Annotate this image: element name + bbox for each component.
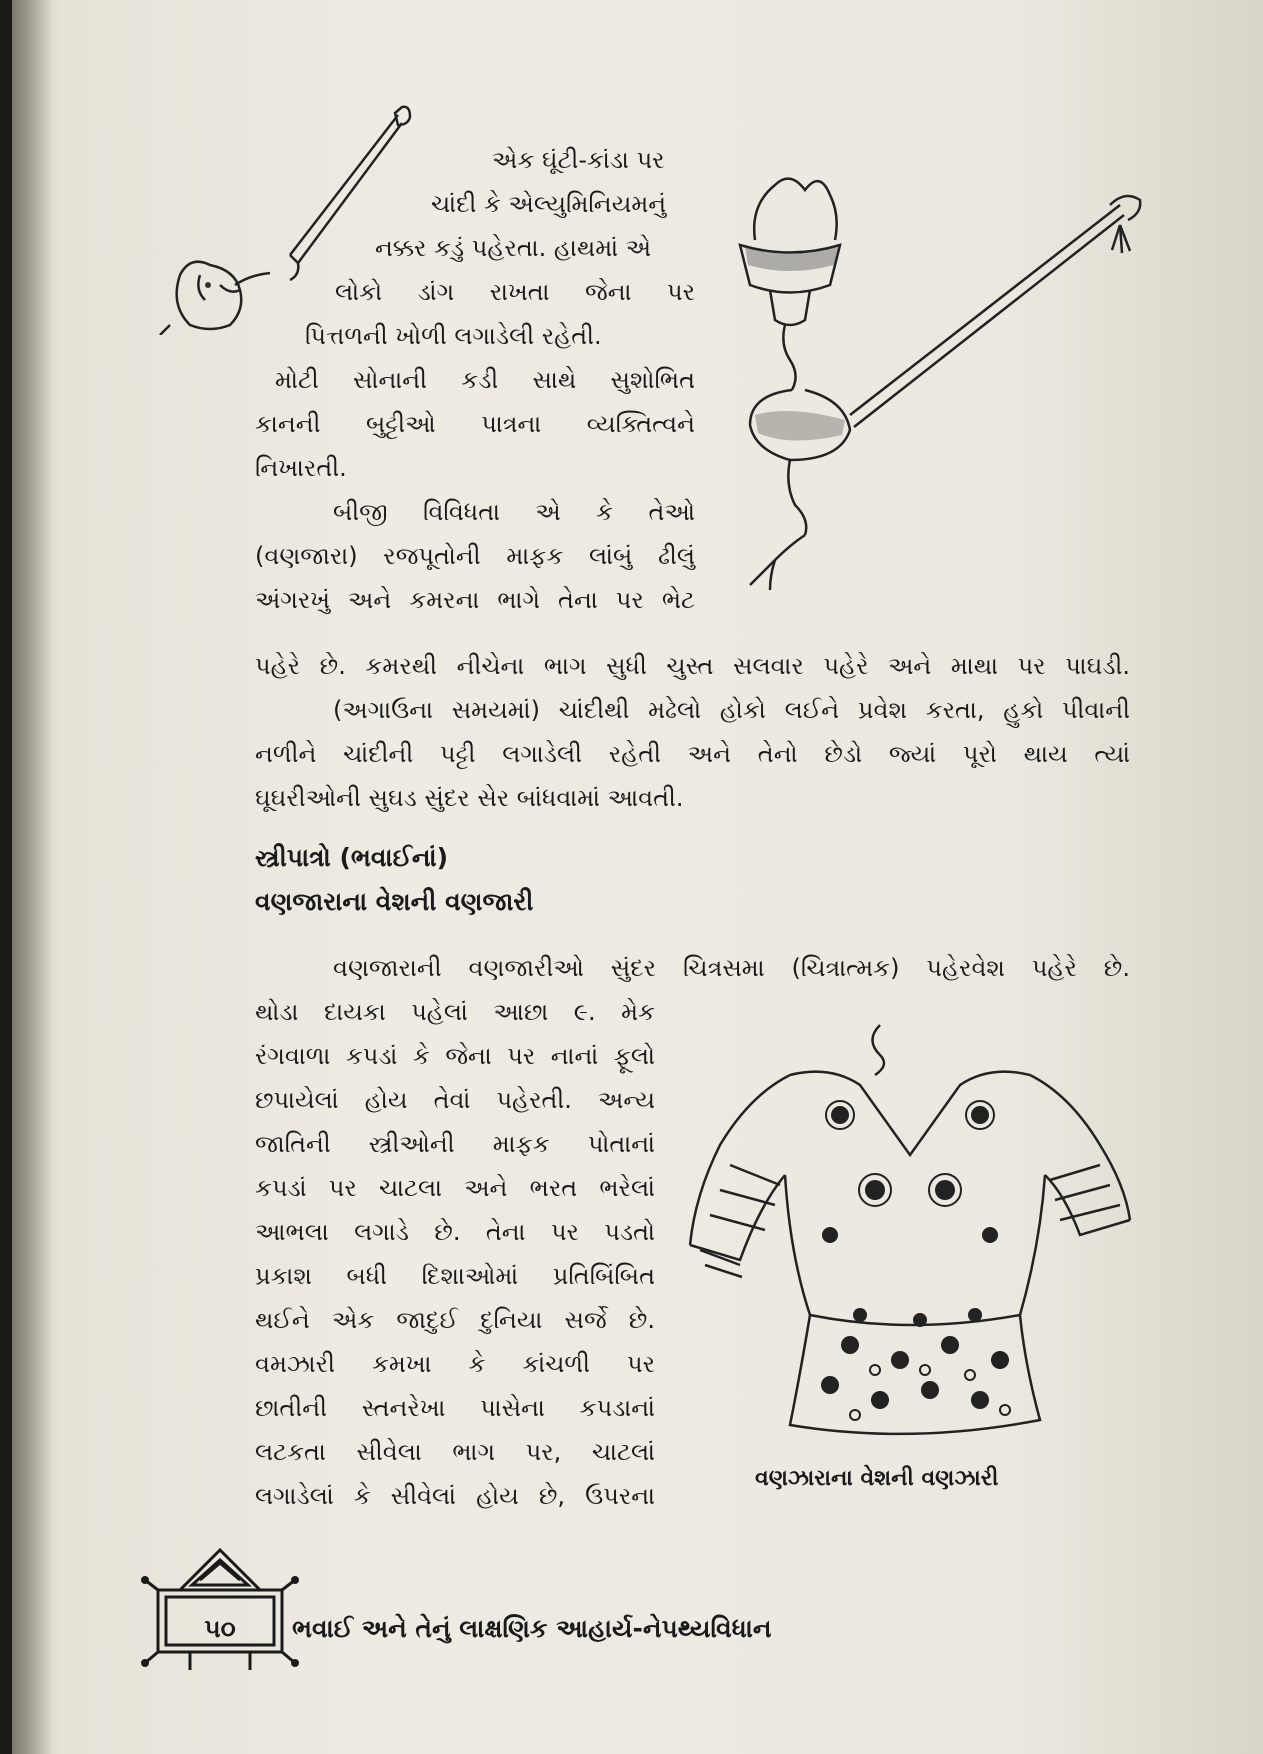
text-line: વમઝારી કમખા કે કાંચળી પર [255, 1350, 655, 1378]
text-line: લોકો ડાંગ રાખતા જેના પર [335, 278, 695, 306]
top-paragraph [255, 138, 695, 622]
text-line: વણજારાની વણજારીઓ સુંદર ચિત્રસમા (ચિત્રાત્મક) પહેરવેશ પહેરે છે. [333, 954, 1130, 982]
blouse-illustration [680, 1015, 1140, 1445]
text-line: ઘૂઘરીઓની સુઘડ સુંદર સેર બાંધવામાં આવતી. [255, 784, 684, 812]
text-line: છાતીની સ્તનરેખા પાસેના કપડાનાં [255, 1394, 655, 1422]
illustration-caption: વણઝારાના વેશની વણઝારી [755, 1466, 999, 1491]
text-line: અંગરખું અને કમરના ભાગે તેના પર ભેટ [255, 586, 695, 614]
text-line: આભલા લગાડે છે. તેના પર પડતો [255, 1218, 655, 1246]
full-width-paragraph [255, 644, 1130, 820]
heading-line-2: વણજારાના વેશની વણજારી [255, 887, 534, 916]
text-line: લગાડેલાં કે સીવેલાં હોય છે, ઉપરના [255, 1482, 655, 1510]
left-column-paragraph [255, 990, 655, 1518]
text-line: થઈને એક જાદુઈ દુનિયા સર્જે છે. [255, 1306, 655, 1334]
text-line: જાતિની સ્ત્રીઓની માફક પોતાનાં [255, 1130, 655, 1158]
text-line: નળીને ચાંદીની પટ્ટી લગાડેલી રહેતી અને તેનો છેડો જ્યાં પૂરો થાય ત્યાં [255, 740, 1130, 768]
text-line: લટકતા સીવેલા ભાગ પર, ચાટલાં [255, 1438, 655, 1466]
book-title-footer: ભવાઈ અને તેનું લાક્ષણિક આહાર્ય-નેપથ્યવિધાન [292, 1614, 772, 1643]
page-gutter-shadow [12, 0, 52, 1754]
text-line: (વણજારા) રજપૂતોની માફક લાંબું ઢીલું [255, 542, 695, 570]
text-line: (અગાઉના સમયમાં) ચાંદીથી મઢેલો હોકો લઈને પ્રવેશ કરતા, હુકો પીવાની [333, 696, 1130, 724]
page-number: ૫૦ [204, 1614, 236, 1643]
text-line: નક્કર કડું પહેરતા. હાથમાં એ [375, 234, 652, 262]
text-line: બીજી વિવિધતા એ કે તેઓ [333, 498, 695, 526]
heading-line-1: સ્ત્રીપાત્રો (ભવાઈનાં) [255, 843, 449, 872]
text-line: કપડાં પર ચાટલા અને ભરત ભરેલાં [255, 1174, 655, 1202]
section-heading [255, 836, 955, 924]
intro-paragraph [255, 946, 1130, 990]
text-line: મોટી સોનાની કડી સાથે સુશોભિત [275, 366, 695, 394]
text-line: પ્રકાશ બધી દિશાઓમાં પ્રતિબિંબિત [255, 1262, 655, 1290]
text-line: નિખારતી. [255, 454, 347, 482]
text-line: છપાયેલાં હોય તેવાં પહેરતી. અન્ય [255, 1086, 655, 1114]
text-line: રંગવાળા કપડાં કે જેના પર નાનાં ફૂલો [255, 1042, 655, 1070]
text-line: કાનની બુટ્ટીઓ પાત્રના વ્યક્તિત્વને [255, 410, 695, 438]
text-line: એક ઘૂંટી-કાંડા પર [492, 146, 665, 174]
text-line: પહેરે છે. કમરથી નીચેના ભાગ સુધી ચુસ્ત સલવાર પહેરે અને માથા પર પાઘડી. [255, 652, 1130, 680]
text-line: થોડા દાયકા પહેલાં આછા ૯. મેક [255, 998, 655, 1026]
hookah-illustration [730, 165, 1150, 595]
text-line: ચાંદી કે એલ્યુમિનિયમનું [431, 190, 667, 218]
text-line: પિત્તળની ખોળી લગાડેલી રહેતી. [305, 322, 602, 350]
footer-ornament [140, 1545, 300, 1675]
